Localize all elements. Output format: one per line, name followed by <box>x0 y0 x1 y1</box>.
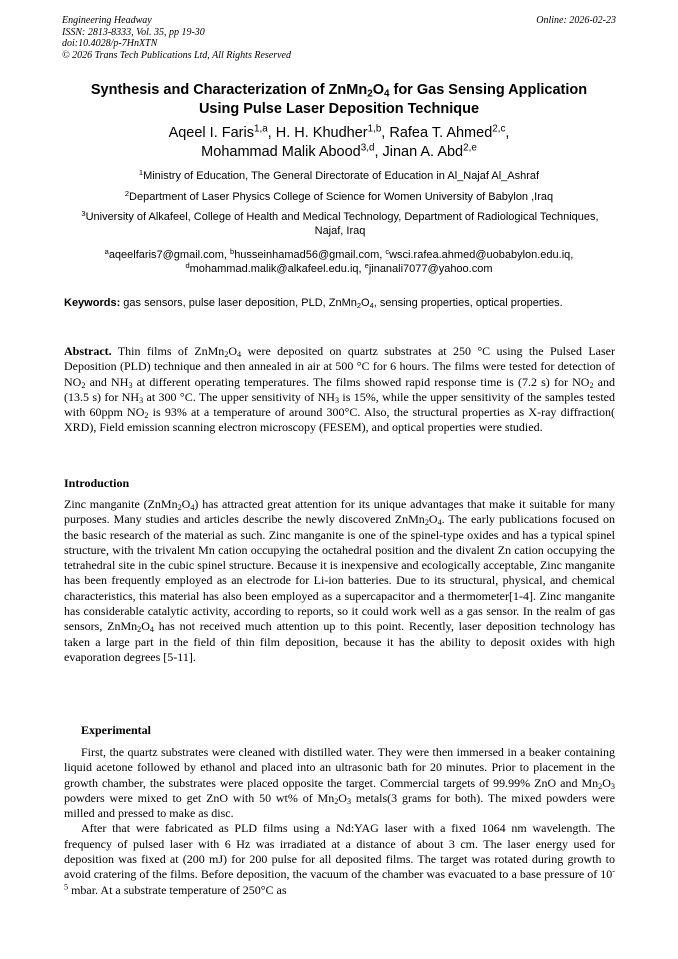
journal-name: Engineering Headway <box>62 15 152 26</box>
copyright-line: © 2026 Trans Tech Publications Ltd, All Rights Reserved <box>62 49 291 61</box>
email-link[interactable]: aqeelfaris7@gmail.com, <box>108 249 231 261</box>
affiliation-1: $^1$Ministry of Education, The General Directorate of Education in Al_Najaf Al_Ashraf <box>138 167 540 182</box>
doi-line: doi:10.4028/p-7HnXTN <box>62 38 158 49</box>
introduction-paragraph: Zinc manganite $(ZnMn_2O_4)$ has attracted great attention for its unique advantages that make it suitable for many purposes. Many studies and articles describe the newly discovered $ZnMn_2O_4$. The early publications focused on the basic research of the material as such. Zinc manganite is one of the spinel-type oxides and has a typical spinel structure, with the trivalent Mn cation occupying the octahedral position and the divalent Zn cation occupying the tetrahedral site in the cubic spinel structure. Because it is inexpensive and ecologically acceptable, Zinc manganite has been frequently employed as an electrode for Li-ion batteries. Due to its structural, physical, and chemical characteristics, this material has also been employed as a supercapacitor and a thermometer[1-4]. Zinc manganite has considerable catalytic activity, according to reports, so it could work well as a gas sensor. In the realm of gas sensors, $ZnMn_2O_4$ has not received much attention up to this point. Recently, laser deposition technology has taken a large part in the field of thin film deposition, because it has the ability to deposit oxides with high evaporation degrees [5-11]. <box>64 497 615 664</box>
author-name: , H. H. Khudher <box>267 125 368 141</box>
experimental-paragraph-1: First, the quartz substrates were cleaned with distilled water. They were then immersed in a beaker containing liquid acetone followed by ethanol and placed into an ultrasonic bath for 20 minutes. Prior to placement in the growth chamber, the substrates were placed opposite the target. Commercial targets of 99.99% ZnO and $Mn_2O_3$ powders were mixed to get ZnO with 50 wt% of $Mn_2O_3$ metals(3 grams for both). The mixed powders were milled and pressed to make as disc. <box>64 745 616 821</box>
journal-header <box>62 15 616 61</box>
experimental-section <box>64 745 615 898</box>
affiliation-3: $^3$University of Alkafeel, College of Health and Medical Technology, Department of Radiological Techniques, Najaf, Iraq <box>81 208 599 237</box>
author-name: Mohammad Malik Abood <box>201 144 361 160</box>
author-emails: $^a$aqeelfaris7@gmail.com, $^b$husseinhamad56@gmail.com, $^c$wsci.rafea.ahmed@uobabylon.edu.iq, $^d$mohammad.malik@alkafeel.edu.iq, $^e$jinanali7077@yahoo.com <box>104 246 574 275</box>
email-link[interactable]: wsci.rafea.ahmed@uobabylon.edu.iq, <box>389 249 574 261</box>
online-date: Online: 2026-02-23 <box>536 15 616 26</box>
issn-line: ISSN: 2813-8333, Vol. 35, pp 19-30 <box>62 26 205 38</box>
affiliation-2: $^2$Department of Laser Physics College of Science for Women University of Babylon ,Iraq <box>124 188 554 203</box>
email-link[interactable]: mohammad.malik@alkafeel.edu.iq, <box>189 263 365 275</box>
keywords-label: Keywords: <box>64 297 121 309</box>
email-link[interactable]: husseinhamad56@gmail.com, <box>234 249 386 261</box>
email-link[interactable]: jinanali7077@yahoo.com <box>368 263 493 275</box>
author-list: Aqeel I. Faris$^{1,a}$, H. H. Khudher$^{1,b}$, Rafea T. Ahmed$^{2,c}$, Mohammad Malik Abood$^{3,d}$, Jinan A. Abd$^{2,e}$ <box>168 123 510 160</box>
keywords: Keywords: gas sensors, pulse laser deposition, PLD, $ZnMn_2O_4$, sensing properties, optical properties. <box>64 297 563 310</box>
author-name: , Jinan A. Abd <box>374 144 464 160</box>
section-heading-experimental: Experimental <box>81 723 151 737</box>
author-name: , Rafea T. Ahmed <box>381 125 493 141</box>
paper-title: Synthesis and Characterization of $ZnMn_2O_4$ for Gas Sensing Application Using Pulse Laser Deposition Technique <box>90 82 588 117</box>
abstract-label: Abstract. <box>64 344 112 358</box>
experimental-paragraph-2: After that were fabricated as PLD films using a Nd:YAG laser with a fixed 1064 nm wavelength. The frequency of pulsed laser with 6 Hz was irradiated at a distance of about 3 cm. The laser energy used for deposition was fixed at (200 mJ) for 200 pulse for all deposited films. The target was rotated during growth to avoid cratering of the films. Before deposition, the vacuum of the chamber was evacuated to a base pressure of $10^{-5}$ mbar. At a substrate temperature of 250°C as <box>64 821 615 897</box>
section-heading-introduction: Introduction <box>64 476 130 490</box>
abstract: Abstract. Thin films of $ZnMn_2O_4$ were deposited on quartz substrates at 250 °C using the Pulsed Laser Deposition (PLD) technique and then annealed in air at 500 °C for 6 hours. The films were tested for detection of $NO_2$ and $NH_3$ at different operating temperatures. The films showed rapid response time is (7.2 s) for $NO_2$ and (13.5 s) for $NH_3$ at 300 °C. The upper sensitivity of $NH_3$ is 15%, while the upper sensitivity of the samples tested with 60ppm $NO_2$ is 93% at a temperature of around 300°C. Also, the structural properties as X-ray diffraction( XRD), Field emission scanning electron microscopy (FESEM), and optical properties were studied. <box>64 344 615 435</box>
author-name: Aqeel I. Faris <box>168 125 254 141</box>
